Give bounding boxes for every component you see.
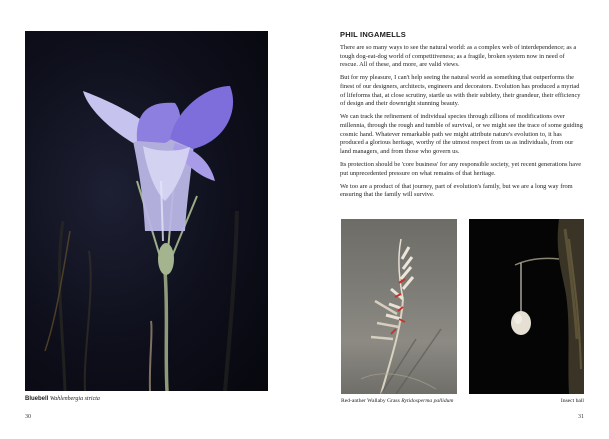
caption-common-name: Bluebell: [25, 396, 49, 402]
insect-ball-photo: [469, 219, 584, 394]
paragraph: We too are a product of that journey, part of evolution's family, but we are a long way from ensuring that the family will survive.: [340, 182, 573, 199]
caption-common-name: Red-anther Wallaby Grass: [341, 398, 400, 404]
caption-scientific-name: Rytidosperma pallidum: [401, 398, 454, 404]
paragraph: We can track the refinement of individual species through zillions of modifications over millennia, through the rough and tumble of survival, or we might see the trace of some guiding cosmic hand. Whatever remarkable path we might attribute nature's evolution to, it has produced a glorious heritage, worthy of the utmost respect from us as individuals, from our land managers, and from those who govern us.: [340, 113, 583, 155]
page-number-left: 30: [25, 414, 31, 420]
author-heading: PHIL INGAMELLS: [340, 30, 406, 39]
bluebell-caption: [25, 396, 100, 402]
wallaby-grass-caption: [341, 398, 453, 404]
insect-ball-caption: Insect ball: [560, 398, 584, 404]
caption-scientific-name: Wahlenbergia stricta: [49, 396, 100, 402]
paragraph: There are so many ways to see the natural world: as a complex web of interdependence; as a tough dog-eat-dog world of competitiveness; as a fragile, broken system now in need of rescue. All of these, and more, are valid views.: [340, 44, 577, 69]
essay-body: [340, 44, 584, 204]
page-number-right: 31: [578, 414, 584, 420]
bluebell-photo: [25, 31, 268, 391]
paragraph: Its protection should be 'core business' for any responsible society, yet recent generations have put unprecedented pressure on what remains of that heritage.: [340, 160, 582, 177]
wallaby-grass-photo: [341, 219, 457, 394]
paragraph: But for my pleasure, I can't help seeing the natural world as something that outperforms the finest of our designers, architects, engineers and decorators. Evolution has produced a myriad of lifeforms that, at close scrutiny, startle us with their subtlety, their grandeur, their efficiency of design and their downright stunning beauty.: [340, 74, 581, 108]
